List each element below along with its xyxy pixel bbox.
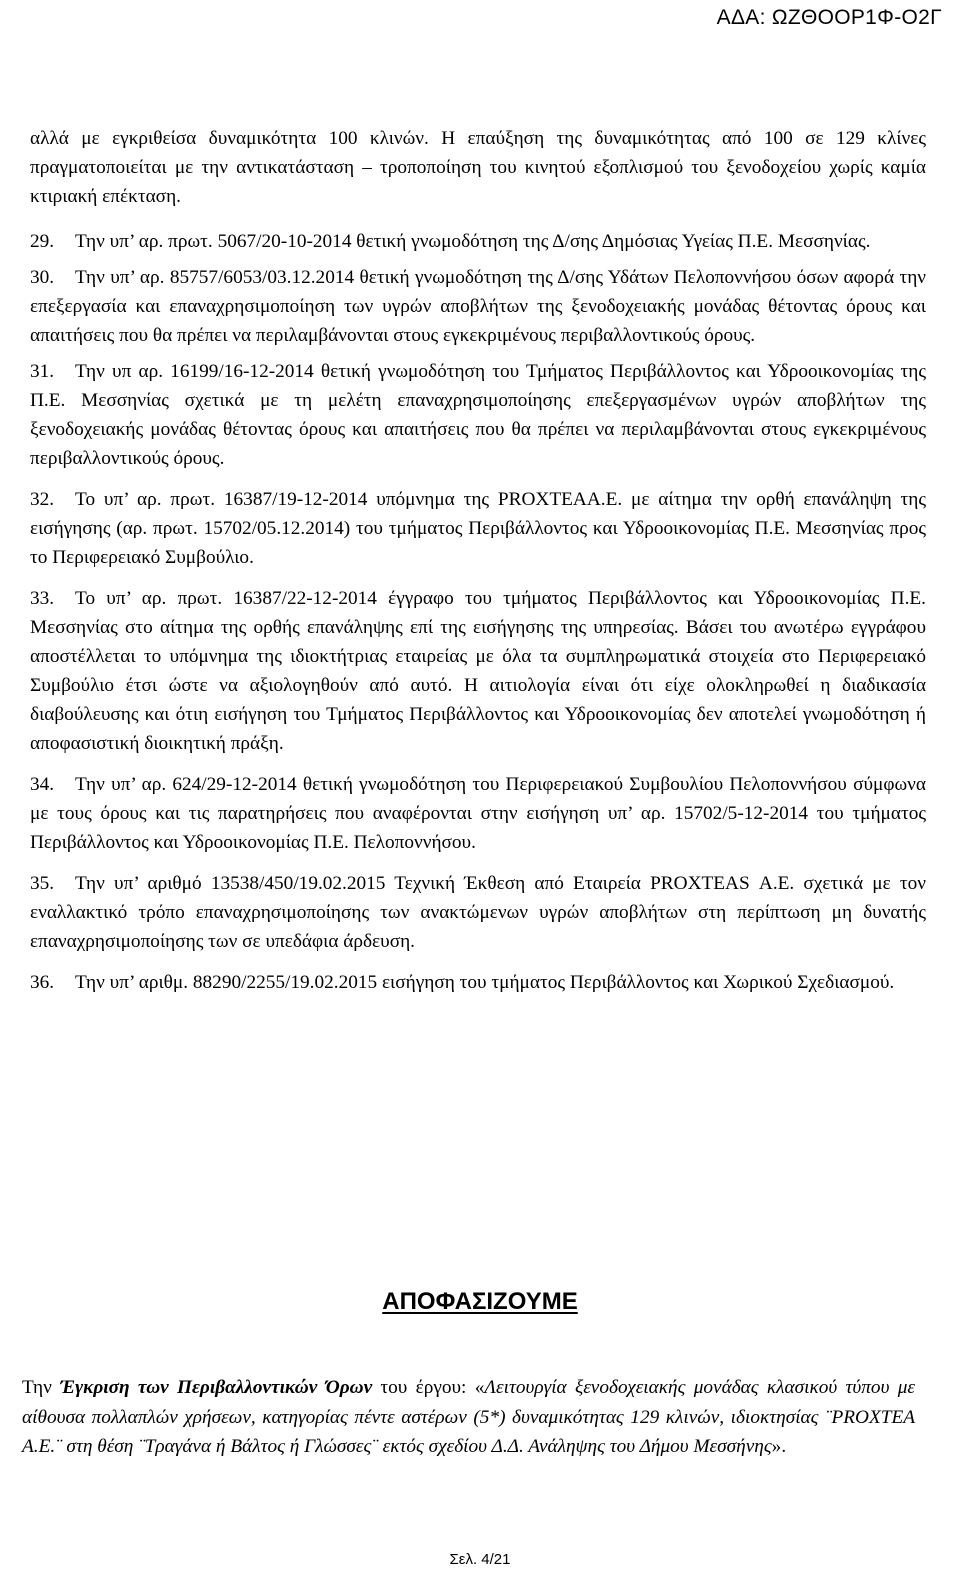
item-number: 36. bbox=[30, 972, 55, 993]
item-number: 33. bbox=[30, 588, 55, 609]
decision-project: Λειτουργία ξενοδοχειακής μονάδας κλασικού τύπου με αίθουσα πολλαπλών χρήσεων, κατηγορίας πέντε αστέρων (5*) δυναμικότητας 129 κλινών, ιδιοκτησίας ¨PROXTEA A.E.¨ στη θέση ¨Τραγάνα ή Βάλτος ή Γλώσσες¨ εκτός σχεδίου Δ.Δ. Ανάληψης του Δήμου Μεσσήνης bbox=[22, 1377, 915, 1457]
ada-code: ΑΔΑ: ΩΖΘΟΟΡ1Φ-Ο2Γ bbox=[716, 6, 942, 29]
list-item bbox=[30, 227, 926, 256]
list-item bbox=[30, 584, 926, 758]
item-text: Το υπ’ αρ. πρωτ. 16387/19-12-2014 υπόμνημα της PROXTEAA.E. με αίτημα την ορθή επανάληψη της εισήγησης (αρ. πρωτ. 15702/05.12.2014) του τμήματος Περιβάλλοντος και Υδροοικονομίας Π.Ε. Μεσσηνίας προς το Περιφερειακό Συμβούλιο. bbox=[30, 489, 926, 568]
item-number: 34. bbox=[30, 774, 55, 795]
item-text: Την υπ αρ. 16199/16-12-2014 θετική γνωμοδότηση του Τμήματος Περιβάλλοντος και Υδροοικονομίας της Π.Ε. Μεσσηνίας σχετικά με τη μελέτη επαναχρησιμοποίησης επεξεργασμένων υγρών αποβλήτων της ξενοδοχειακής μονάδας θέτοντας όρους και απαιτήσεις που θα πρέπει να περιλαμβάνονται στους εγκεκριμένους περιβαλλοντικούς όρους. bbox=[30, 361, 926, 469]
decision-close: ». bbox=[771, 1436, 787, 1457]
document-body bbox=[30, 124, 926, 997]
intro-paragraph: αλλά με εγκριθείσα δυναμικότητα 100 κλινών. Η επαύξηση της δυναμικότητας από 100 σε 129 κλίνες πραγματοποιείται με την αντικατάσταση – τροποποίηση του κινητού εξοπλισμού του ξενοδοχείου χωρίς καμία κτιριακή επέκταση. bbox=[30, 128, 926, 207]
decision-middle: του έργου: « bbox=[372, 1377, 485, 1398]
item-number: 29. bbox=[30, 231, 55, 252]
item-text: Την υπ’ αρ. πρωτ. 5067/20-10-2014 θετική γνωμοδότηση της Δ/σης Δημόσιας Υγείας Π.Ε. Μεσσηνίας. bbox=[75, 231, 871, 252]
list-item bbox=[30, 263, 926, 350]
decision-approval: Έγκριση των Περιβαλλοντικών Όρων bbox=[60, 1377, 373, 1398]
page-number: Σελ. 4/21 bbox=[449, 1551, 511, 1568]
item-text: Την υπ’ αρ. 624/29-12-2014 θετική γνωμοδότηση του Περιφερειακού Συμβουλίου Πελοποννήσου σύμφωνα με τους όρους και τις παρατηρήσεις που αναφέρονται στην εισήγηση υπ’ αρ. 15702/5-12-2014 του τμήματος Περιβάλλοντος και Υδροοικονομίας Π.Ε. Πελοποννήσου. bbox=[30, 774, 926, 853]
item-text: Την υπ’ αριθμ. 88290/2255/19.02.2015 εισήγηση του τμήματος Περιβάλλοντος και Χωρικού Σχεδιασμού. bbox=[75, 972, 895, 993]
decision-lead: Την bbox=[22, 1377, 61, 1398]
item-number: 32. bbox=[30, 489, 55, 510]
list-item bbox=[30, 485, 926, 572]
list-item bbox=[30, 968, 926, 997]
item-number: 30. bbox=[30, 267, 55, 288]
list-item bbox=[30, 869, 926, 956]
item-text: Την υπ’ αρ. 85757/6053/03.12.2014 θετική γνωμοδότηση της Δ/σης Υδάτων Πελοποννήσου όσων αφορά την επεξεργασία και επαναχρησιμοποίηση των υγρών αποβλήτων της ξενοδοχειακής μονάδας θέτοντας όρους και απαιτήσεις που θα πρέπει να περιλαμβάνονται στους εγκεκριμένους περιβαλλοντικούς όρους. bbox=[30, 267, 926, 346]
list-item bbox=[30, 357, 926, 473]
item-text: Το υπ’ αρ. πρωτ. 16387/22-12-2014 έγγραφο του τμήματος Περιβάλλοντος και Υδροοικονομίας Π.Ε. Μεσσηνίας στο αίτημα της ορθής επανάληψης επί της εισήγησης της υπηρεσίας. Βάσει του ανωτέρω εγγράφου αποστέλλεται το υπόμνημα της ιδιοκτήτριας εταιρείας με όλα τα συμπληρωματικά στοιχεία στο Περιφερειακό Συμβούλιο έτσι ώστε να αξιολογηθούν από αυτό. Η αιτιολογία είναι ότι είχε ολοκληρωθεί η διαδικασία διαβούλευσης και ότιη εισήγηση του Τμήματος Περιβάλλοντος και Υδροοικονομίας δεν αποτελεί γνωμοδότηση ή αποφασιστική διοικητική πράξη. bbox=[30, 588, 926, 754]
item-number: 35. bbox=[30, 873, 55, 894]
item-text: Την υπ’ αριθμό 13538/450/19.02.2015 Τεχνική Έκθεση από Εταιρεία PROXTEAS Α.Ε. σχετικά με τον εναλλακτικό τρόπο επαναχρησιμοποίησης των ανακτώμενων υγρών αποβλήτων στη περίπτωση μη δυνατής επαναχρησιμοποίησης των σε υπεδάφια άρδευση. bbox=[30, 873, 926, 952]
decision-heading: ΑΠΟΦΑΣΙΖΟΥΜΕ bbox=[382, 1288, 578, 1315]
decision-paragraph bbox=[22, 1373, 915, 1462]
list-item bbox=[30, 770, 926, 857]
item-number: 31. bbox=[30, 361, 55, 382]
